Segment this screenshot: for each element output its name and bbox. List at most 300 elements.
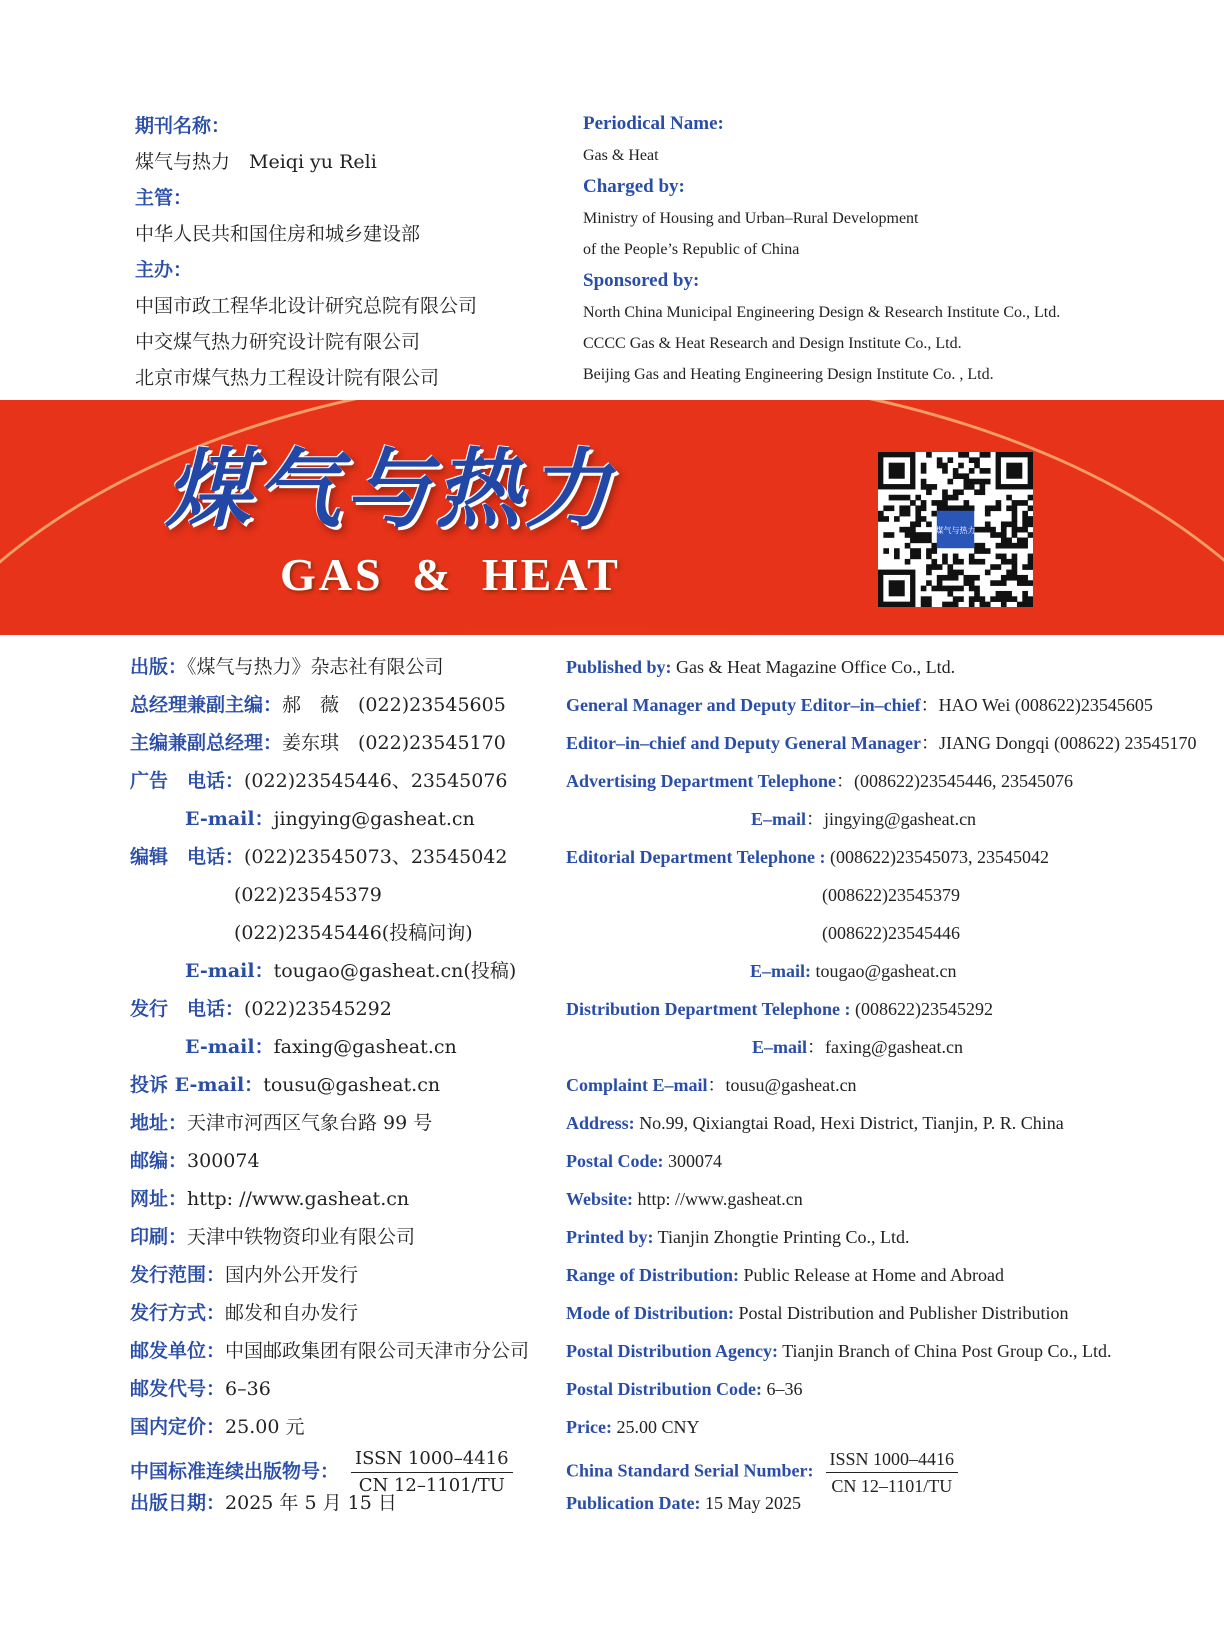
- imprint-value: (008622)23545073, 23545042: [825, 847, 1049, 867]
- qr-module: [894, 548, 900, 554]
- imprint-cn: [130, 648, 529, 1522]
- masthead-cn: [135, 108, 477, 396]
- imprint-row-en: [566, 1294, 1196, 1332]
- imprint-row-en: [566, 838, 1196, 876]
- qr-module: [1012, 527, 1018, 533]
- qr-module: [969, 479, 975, 485]
- imprint-label: China Standard Serial Number:: [566, 1460, 814, 1481]
- imprint-label: 地址：: [130, 1112, 188, 1134]
- qr-module: [905, 495, 911, 501]
- qr-module: [980, 543, 986, 549]
- qr-module: [990, 596, 996, 602]
- imprint-row-cn: [130, 1142, 529, 1180]
- qr-module: [921, 484, 927, 490]
- qr-module: [915, 521, 921, 527]
- imprint-label: 邮发代号：: [130, 1378, 226, 1400]
- qr-module: [926, 580, 932, 586]
- issn-number: ISSN 1000–4416: [351, 1446, 513, 1473]
- qr-module: [953, 575, 959, 581]
- qr-module: [1001, 554, 1007, 560]
- imprint-value: 姜东琪 (022)23545170: [282, 732, 506, 754]
- qr-module: [915, 516, 921, 522]
- qr-module: [1022, 591, 1028, 597]
- imprint-row-en: [566, 1180, 1196, 1218]
- qr-module: [996, 543, 1002, 549]
- imprint-label: Range of Distribution:: [566, 1265, 740, 1285]
- imprint-label: E–mail:: [750, 961, 811, 981]
- qr-module: [964, 575, 970, 581]
- qr-module: [942, 554, 948, 560]
- imprint-value: http: //www.gasheat.cn: [187, 1188, 410, 1210]
- imprint-value: 2025 年 5 月 15 日: [225, 1492, 397, 1514]
- qr-finder-core: [1006, 463, 1022, 479]
- qr-module: [921, 596, 927, 602]
- imprint-label: Published by:: [566, 657, 672, 677]
- qr-module: [921, 586, 927, 592]
- imprint-value: ：jingying@gasheat.cn: [806, 809, 977, 829]
- imprint-label: Website:: [566, 1189, 633, 1209]
- imprint-value: (022)23545292: [244, 998, 392, 1020]
- imprint-value: 中国邮政集团有限公司天津市分公司: [225, 1340, 530, 1362]
- qr-module: [974, 548, 980, 554]
- sponsored-label-cn: 主办：: [135, 259, 193, 281]
- imprint-label: 邮编：: [130, 1150, 188, 1172]
- imprint-value: No.99, Qixiangtai Road, Hexi District, Tianjin, P. R. China: [634, 1113, 1064, 1133]
- qr-module: [985, 479, 991, 485]
- sponsor-en-2: CCCC Gas & Heat Research and Design Institute Co., Ltd.: [583, 335, 962, 352]
- qr-module: [921, 602, 927, 607]
- qr-module: [926, 570, 932, 576]
- qr-module: [974, 575, 980, 581]
- qr-finder-core: [889, 463, 905, 479]
- imprint-row-cn: [130, 876, 529, 914]
- qr-module: [947, 570, 953, 576]
- cn-number: CN 12–1101/TU: [358, 1475, 505, 1496]
- imprint-row-cn: [130, 990, 529, 1028]
- qr-module: [937, 586, 943, 592]
- imprint-row-cn: [130, 914, 529, 952]
- imprint-value: faxing@gasheat.cn: [273, 1036, 457, 1058]
- qr-module: [953, 596, 959, 602]
- qr-module: [985, 527, 991, 533]
- qr-module: [915, 511, 921, 517]
- qr-module: [942, 500, 948, 506]
- imprint-label: 发行 电话：: [130, 998, 245, 1020]
- qr-code-icon: [878, 452, 1033, 607]
- imprint-value: Tianjin Zhongtie Printing Co., Ltd.: [653, 1227, 910, 1247]
- qr-code[interactable]: [878, 452, 1033, 607]
- qr-module: [947, 575, 953, 581]
- qr-module: [1022, 564, 1028, 570]
- sponsored-label-en: Sponsored by:: [583, 270, 700, 291]
- issn-number: ISSN 1000–4416: [826, 1446, 959, 1473]
- qr-module: [1006, 570, 1012, 576]
- imprint-row-en: [566, 1446, 1196, 1496]
- imprint-value: 天津市河西区气象台路 99 号: [187, 1112, 433, 1134]
- qr-module: [947, 495, 953, 501]
- imprint-label: 总经理兼副主编：: [130, 694, 283, 716]
- qr-module: [980, 559, 986, 565]
- imprint-value: ：(008622)23545446, 23545076: [836, 771, 1073, 791]
- qr-module: [1012, 532, 1018, 538]
- qr-module: [926, 521, 932, 527]
- qr-module: [878, 511, 884, 517]
- qr-module: [894, 516, 900, 522]
- imprint-value: 25.00 元: [225, 1416, 305, 1438]
- qr-module: [1006, 538, 1012, 544]
- qr-module: [931, 548, 937, 554]
- imprint-label: Complaint E–mail: [566, 1075, 708, 1095]
- qr-module: [1001, 580, 1007, 586]
- imprint-value: (008622)23545446: [822, 923, 960, 943]
- qr-module: [958, 473, 964, 479]
- imprint-label: Publication Date:: [566, 1493, 701, 1513]
- qr-module: [953, 559, 959, 565]
- imprint-label: 网址：: [130, 1188, 188, 1210]
- imprint-value: 300074: [663, 1151, 722, 1171]
- qr-module: [899, 511, 905, 517]
- logo-en: GAS & HEAT: [280, 549, 621, 600]
- imprint-value: jingying@gasheat.cn: [273, 808, 475, 830]
- qr-module: [1001, 521, 1007, 527]
- imprint-label: General Manager and Deputy Editor–in–chief: [566, 695, 921, 715]
- qr-module: [1012, 511, 1018, 517]
- imprint-value: 25.00 CNY: [611, 1417, 700, 1437]
- qr-module: [990, 564, 996, 570]
- qr-module: [1022, 575, 1028, 581]
- qr-module: [947, 457, 953, 463]
- imprint-row-en: [566, 1066, 1196, 1104]
- qr-module: [1012, 500, 1018, 506]
- qr-module: [910, 548, 916, 554]
- qr-module: [985, 602, 991, 607]
- qr-module: [1006, 543, 1012, 549]
- masthead-en: [583, 108, 1060, 390]
- qr-module: [980, 468, 986, 474]
- imprint-row-cn: [130, 1484, 529, 1522]
- qr-module: [942, 468, 948, 474]
- qr-module: [1012, 543, 1018, 549]
- qr-module: [921, 538, 927, 544]
- qr-module: [953, 489, 959, 495]
- qr-module: [1001, 527, 1007, 533]
- qr-module: [905, 511, 911, 517]
- qr-module: [899, 527, 905, 533]
- imprint-label: Editor–in–chief and Deputy General Manager: [566, 733, 921, 753]
- qr-module: [1012, 559, 1018, 565]
- imprint-value: (022)23545446(投稿问询): [234, 922, 473, 944]
- imprint-row-en: [566, 914, 1196, 952]
- journal-banner: [0, 400, 1224, 635]
- qr-module: [1017, 575, 1023, 581]
- qr-module: [953, 570, 959, 576]
- qr-module: [878, 516, 884, 522]
- qr-module: [1028, 521, 1033, 527]
- imprint-label: Distribution Department Telephone :: [566, 999, 851, 1019]
- qr-module: [926, 538, 932, 544]
- charged-value-en-2: of the People’s Republic of China: [583, 241, 800, 258]
- qr-module: [985, 468, 991, 474]
- imprint-value: (022)23545446、23545076: [244, 770, 508, 792]
- qr-module: [953, 505, 959, 511]
- qr-module: [969, 505, 975, 511]
- imprint-label: E-mail：: [185, 1036, 274, 1058]
- logo-cn: 煤气与热力: [165, 440, 615, 540]
- imprint-label: Mode of Distribution:: [566, 1303, 734, 1323]
- imprint-row-en: [566, 990, 1196, 1028]
- qr-module: [990, 580, 996, 586]
- qr-module: [942, 505, 948, 511]
- qr-module: [1022, 543, 1028, 549]
- imprint-row-cn: [130, 1218, 529, 1256]
- qr-module: [931, 500, 937, 506]
- qr-module: [953, 586, 959, 592]
- qr-module: [1022, 527, 1028, 533]
- periodical-value-cn: 煤气与热力 Meiqi yu Reli: [135, 151, 377, 173]
- qr-module: [958, 596, 964, 602]
- qr-module: [915, 538, 921, 544]
- qr-module: [1001, 538, 1007, 544]
- imprint-label: 编辑 电话：: [130, 846, 245, 868]
- qr-module: [947, 564, 953, 570]
- qr-module: [915, 505, 921, 511]
- charged-label-en: Charged by:: [583, 176, 685, 197]
- qr-module: [985, 521, 991, 527]
- qr-module: [1001, 532, 1007, 538]
- qr-module: [953, 473, 959, 479]
- imprint-row-en: [566, 1142, 1196, 1180]
- qr-module: [1017, 543, 1023, 549]
- qr-module: [958, 570, 964, 576]
- qr-module: [921, 500, 927, 506]
- imprint-label: Printed by:: [566, 1227, 654, 1247]
- qr-module: [947, 479, 953, 485]
- qr-module: [974, 559, 980, 565]
- imprint-label: 印刷：: [130, 1226, 188, 1248]
- qr-module: [1017, 538, 1023, 544]
- imprint-value: 国内外公开发行: [225, 1264, 359, 1286]
- qr-module: [926, 596, 932, 602]
- qr-module: [1006, 575, 1012, 581]
- qr-module: [947, 586, 953, 592]
- qr-module: [953, 495, 959, 501]
- qr-module: [926, 554, 932, 560]
- qr-module: [964, 452, 970, 458]
- qr-module: [985, 511, 991, 517]
- qr-module: [985, 452, 991, 458]
- imprint-row-cn: [130, 1104, 529, 1142]
- imprint-label: Advertising Department Telephone: [566, 771, 836, 791]
- imprint-label: 出版日期：: [130, 1492, 226, 1514]
- imprint-value: (022)23545073、23545042: [244, 846, 508, 868]
- qr-module: [953, 468, 959, 474]
- qr-module: [1022, 521, 1028, 527]
- qr-module: [921, 479, 927, 485]
- qr-module: [910, 554, 916, 560]
- qr-module: [905, 505, 911, 511]
- qr-module: [980, 452, 986, 458]
- qr-module: [921, 532, 927, 538]
- qr-module: [964, 580, 970, 586]
- qr-module: [894, 495, 900, 501]
- imprint-row-cn: [130, 1370, 529, 1408]
- qr-module: [985, 570, 991, 576]
- charged-value-cn: 中华人民共和国住房和城乡建设部: [135, 223, 421, 245]
- imprint-label: E-mail：: [185, 960, 274, 982]
- qr-module: [937, 500, 943, 506]
- imprint-value: tousu@gasheat.cn: [263, 1074, 441, 1096]
- qr-module: [921, 505, 927, 511]
- charged-value-en-1: Ministry of Housing and Urban–Rural Development: [583, 210, 919, 227]
- qr-module: [1012, 570, 1018, 576]
- qr-module: [894, 554, 900, 560]
- imprint-label: 国内定价：: [130, 1416, 226, 1438]
- qr-module: [889, 532, 895, 538]
- qr-module: [905, 532, 911, 538]
- imprint-row-en: [566, 1484, 1196, 1522]
- qr-module: [937, 463, 943, 469]
- qr-module: [964, 505, 970, 511]
- qr-module: [969, 554, 975, 560]
- qr-module: [980, 479, 986, 485]
- qr-module: [996, 505, 1002, 511]
- qr-module: [953, 602, 959, 607]
- imprint-label: E–mail: [752, 1037, 808, 1057]
- qr-module: [964, 473, 970, 479]
- qr-module: [1006, 596, 1012, 602]
- imprint-value: (008622)23545379: [822, 885, 960, 905]
- imprint-row-cn: [130, 838, 529, 876]
- qr-module: [889, 505, 895, 511]
- qr-module: [1017, 580, 1023, 586]
- qr-module: [921, 468, 927, 474]
- imprint-row-en: [566, 1028, 1196, 1066]
- qr-module: [1006, 495, 1012, 501]
- qr-module: [947, 505, 953, 511]
- qr-module: [1028, 602, 1033, 607]
- imprint-value: 15 May 2025: [700, 1493, 801, 1513]
- qr-module: [910, 538, 916, 544]
- qr-module: [1028, 495, 1033, 501]
- qr-module: [996, 532, 1002, 538]
- qr-module: [958, 586, 964, 592]
- qr-module: [899, 495, 905, 501]
- qr-module: [931, 559, 937, 565]
- imprint-label: 发行方式：: [130, 1302, 226, 1324]
- qr-module: [969, 457, 975, 463]
- qr-module: [1022, 511, 1028, 517]
- imprint-label: Postal Code:: [566, 1151, 664, 1171]
- qr-module: [958, 463, 964, 469]
- qr-module: [926, 489, 932, 495]
- qr-module: [1001, 596, 1007, 602]
- imprint-value: (022)23545379: [234, 884, 382, 906]
- qr-module: [1028, 516, 1033, 522]
- qr-module: [974, 463, 980, 469]
- imprint-row-cn: [130, 800, 529, 838]
- qr-module: [969, 596, 975, 602]
- sponsor-en-1: North China Municipal Engineering Design & Research Institute Co., Ltd.: [583, 304, 1061, 321]
- qr-module: [996, 580, 1002, 586]
- periodical-label-cn: 期刊名称：: [135, 115, 231, 137]
- qr-module: [905, 543, 911, 549]
- sponsor-cn-2: 中交煤气热力研究设计院有限公司: [135, 331, 421, 353]
- imprint-value: 6–36: [225, 1378, 271, 1400]
- imprint-value: (008622)23545292: [850, 999, 994, 1019]
- qr-module: [926, 602, 932, 607]
- imprint-row-en: [566, 648, 1196, 686]
- qr-module: [942, 575, 948, 581]
- imprint-row-cn: [130, 1332, 529, 1370]
- imprint-value: Postal Distribution and Publisher Distribution: [734, 1303, 1069, 1323]
- imprint-value: 郝 薇 (022)23545605: [282, 694, 506, 716]
- qr-module: [969, 484, 975, 490]
- qr-module: [980, 527, 986, 533]
- imprint-row-en: [566, 952, 1196, 990]
- imprint-row-en: [566, 1332, 1196, 1370]
- qr-module: [980, 548, 986, 554]
- qr-module: [974, 489, 980, 495]
- imprint-value: 300074: [187, 1150, 260, 1172]
- qr-module: [1001, 602, 1007, 607]
- qr-module: [899, 505, 905, 511]
- qr-module: [1028, 505, 1033, 511]
- qr-module: [969, 580, 975, 586]
- imprint-row-en: [566, 762, 1196, 800]
- qr-module: [1028, 532, 1033, 538]
- qr-module: [1028, 554, 1033, 560]
- imprint-row-cn: [130, 1408, 529, 1446]
- qr-module: [931, 543, 937, 549]
- qr-module: [1001, 575, 1007, 581]
- qr-module: [969, 468, 975, 474]
- sponsor-en-3: Beijing Gas and Heating Engineering Design Institute Co. , Ltd.: [583, 366, 994, 383]
- imprint-row-cn: [130, 686, 529, 724]
- qr-module: [1006, 591, 1012, 597]
- qr-module: [1006, 505, 1012, 511]
- qr-module: [1022, 580, 1028, 586]
- qr-module: [942, 602, 948, 607]
- qr-module: [937, 457, 943, 463]
- imprint-row-cn: [130, 1256, 529, 1294]
- imprint-label: 投诉 E-mail：: [130, 1074, 264, 1096]
- qr-module: [947, 591, 953, 597]
- imprint-label: E-mail：: [185, 808, 274, 830]
- imprint-value: Tianjin Branch of China Post Group Co., Ltd.: [778, 1341, 1112, 1361]
- imprint-value: 天津中铁物资印业有限公司: [187, 1226, 416, 1248]
- imprint-label: 主编兼副总经理：: [130, 732, 283, 754]
- cn-number: CN 12–1101/TU: [831, 1476, 953, 1496]
- qr-module: [910, 527, 916, 533]
- periodical-label-en: Periodical Name:: [583, 113, 724, 134]
- imprint-value: 邮发和自办发行: [225, 1302, 359, 1324]
- qr-module: [1012, 564, 1018, 570]
- qr-module: [926, 484, 932, 490]
- qr-module: [1001, 591, 1007, 597]
- qr-module: [990, 532, 996, 538]
- imprint-label: 广告 电话：: [130, 770, 245, 792]
- qr-module: [931, 484, 937, 490]
- qr-module: [996, 554, 1002, 560]
- imprint-value: ：JIANG Dongqi (008622) 23545170: [920, 733, 1197, 753]
- qr-module: [1022, 538, 1028, 544]
- qr-module: [910, 521, 916, 527]
- imprint-label: 邮发单位：: [130, 1340, 226, 1362]
- qr-module: [996, 596, 1002, 602]
- imprint-label: 中国标准连续出版物号：: [130, 1460, 340, 1483]
- imprint-value: Public Release at Home and Abroad: [739, 1265, 1004, 1285]
- qr-module: [931, 511, 937, 517]
